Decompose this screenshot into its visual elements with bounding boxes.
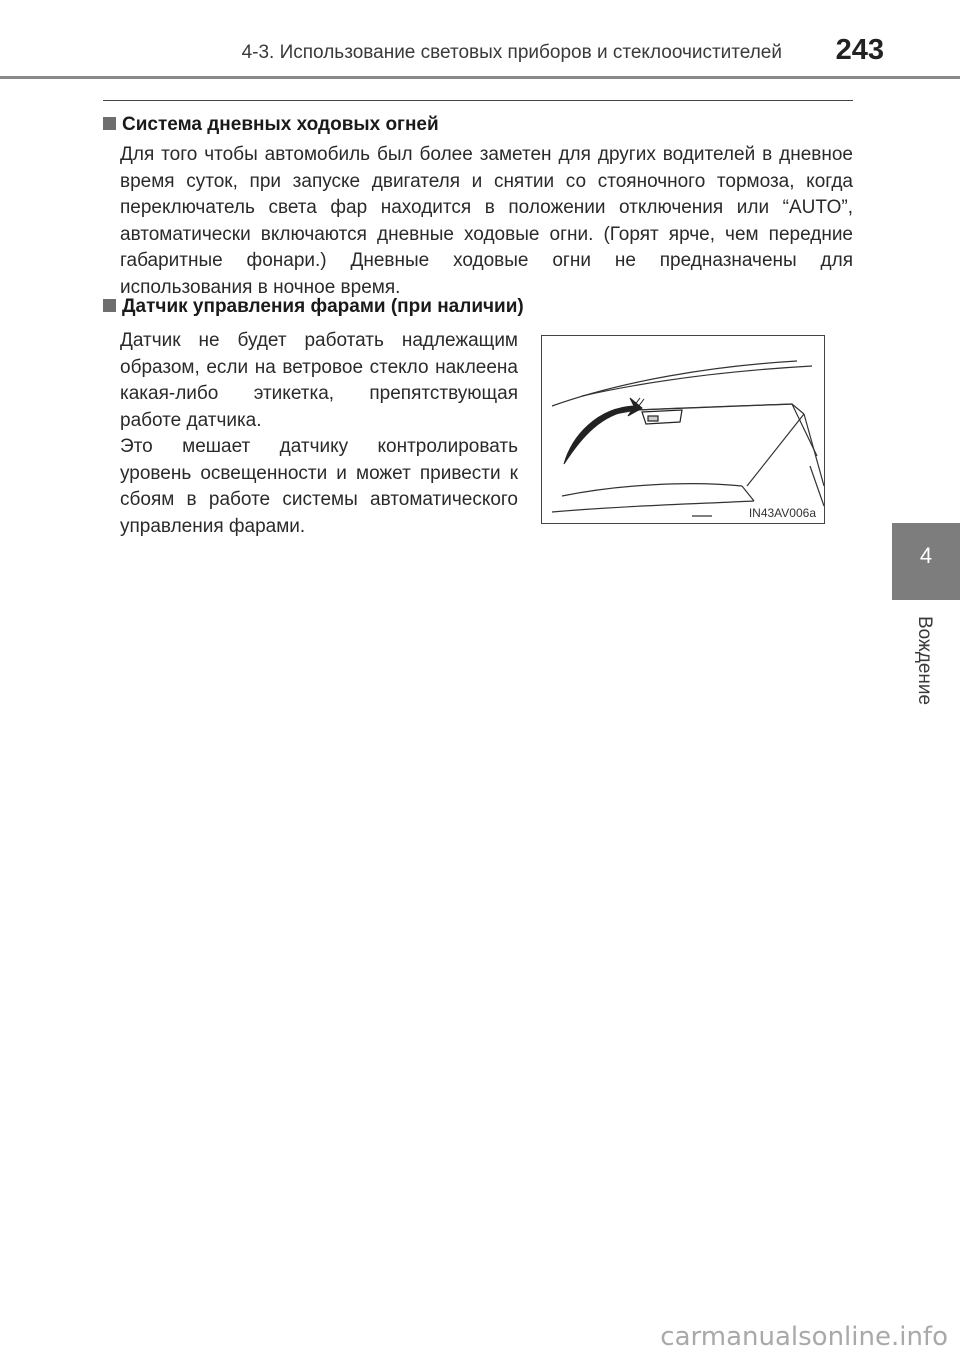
section-heading [103,114,439,136]
header-divider [0,76,960,79]
square-bullet-icon [103,117,116,130]
section-divider [103,100,853,101]
windshield-sensor-figure [541,335,825,524]
watermark: carmanualsonline.info [660,1322,948,1352]
page-number: 243 [835,34,884,66]
section-heading-text: Датчик управления фарами (при наличии) [122,296,524,317]
chapter-number: 4 [919,543,933,568]
square-bullet-icon [103,299,116,312]
chapter-side-tab [892,523,960,600]
windshield-sensor-illustration-icon [542,336,824,523]
section-heading [103,296,524,318]
chapter-title: 4-3. Использование световых приборов и стеклоочистителей [241,42,782,63]
body-paragraph: Датчик не будет работать надлежащим образом, если на ветровое стекло наклеена какая-либо этикетка, препятствующая работе датчика. [120,330,518,431]
section-heading-text: Система дневных ходовых огней [122,114,439,135]
chapter-side-label [897,612,939,732]
body-paragraph: Для того чтобы автомобиль был более заметен для других водителей в дневное время суток, при запуске двигателя и снятии со стояночного тормоза, когда переключатель света фар находится в положении отключения или “AUTO”, автоматически включаются дневные ходовые огни. (Горят ярче, чем передние габаритные фонари.) Дневные ходовые огни не предназначены для использования в ночное время. [120,144,853,298]
body-paragraph: Это мешает датчику контролировать уровень освещенности и может привести к сбоям в работе системы автоматического управления фарами. [120,436,518,537]
chapter-label-text: Вождение [914,616,935,706]
figure-code: IN43AV006a [748,506,816,520]
